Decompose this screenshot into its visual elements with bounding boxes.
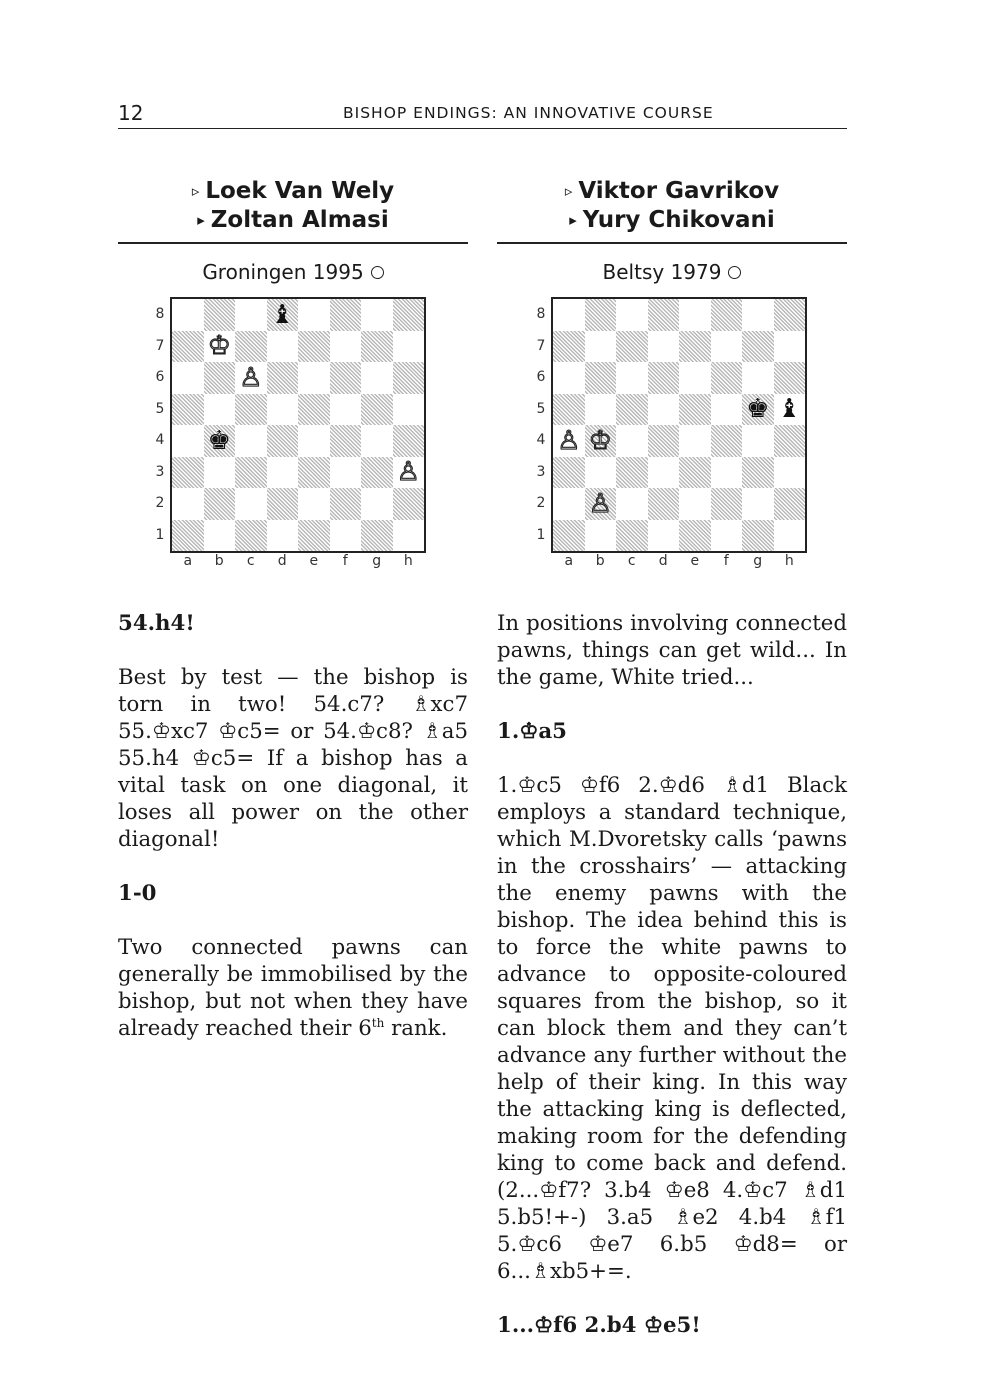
square-a4 xyxy=(553,425,585,457)
rank-label: 4 xyxy=(536,432,546,448)
black-player-marker: ▸ xyxy=(197,211,205,229)
square-c6 xyxy=(235,362,267,394)
rank-label: 5 xyxy=(536,400,546,417)
file-label: f xyxy=(342,553,348,569)
rank-label: 2 xyxy=(155,495,165,511)
square-h8 xyxy=(774,299,806,331)
square-b3 xyxy=(204,457,236,489)
square-e4 xyxy=(679,425,711,457)
white-pawn-icon: ♙ xyxy=(396,457,420,488)
square-e4 xyxy=(298,425,330,457)
square-d2 xyxy=(648,488,680,520)
superscript: th xyxy=(371,1015,385,1030)
square-e1 xyxy=(298,520,330,552)
paragraph-text: Two connected pawns can generally be immobilised by the bishop, but not when they have already reached their 6 xyxy=(118,935,468,1041)
square-a6 xyxy=(172,362,204,394)
file-label: d xyxy=(277,553,287,569)
square-f4 xyxy=(711,425,743,457)
file-label: b xyxy=(214,553,224,569)
file-label: f xyxy=(723,553,729,569)
running-title: BISHOP ENDINGS: AN INNOVATIVE COURSE xyxy=(343,104,714,122)
square-c7 xyxy=(616,331,648,363)
square-c1 xyxy=(616,520,648,552)
square-e2 xyxy=(679,488,711,520)
paragraph-text-end: rank. xyxy=(384,1016,448,1041)
white-player-name: Viktor Gavrikov xyxy=(578,178,780,204)
square-g4 xyxy=(361,425,393,457)
rank-label: 5 xyxy=(155,400,165,417)
square-d8 xyxy=(648,299,680,331)
square-a6 xyxy=(553,362,585,394)
square-e8 xyxy=(298,299,330,331)
square-a7 xyxy=(172,331,204,363)
annotation-paragraph: Best by test — the bishop is torn in two! 54.c7? ♗xc7 55.♔xc7 ♔c5= or 54.♔c8? ♗a5 55.h4 ♔c5= If a bishop has a vital task on one diagonal, it loses all power on the other diagonal! xyxy=(118,665,468,852)
square-c5 xyxy=(616,394,648,426)
square-h4 xyxy=(393,425,425,457)
square-f6 xyxy=(330,362,362,394)
square-g6 xyxy=(361,362,393,394)
file-label: h xyxy=(403,553,413,569)
square-e5 xyxy=(298,394,330,426)
square-g6 xyxy=(742,362,774,394)
square-e3 xyxy=(298,457,330,489)
square-g2 xyxy=(361,488,393,520)
square-d5 xyxy=(648,394,680,426)
game2-event xyxy=(497,260,847,284)
square-g8 xyxy=(361,299,393,331)
event-name: Beltsy 1979 xyxy=(602,260,722,284)
file-label: c xyxy=(627,553,636,569)
rank-label: 8 xyxy=(536,306,546,322)
circle-icon xyxy=(371,266,384,279)
square-b8 xyxy=(585,299,617,331)
square-g1 xyxy=(361,520,393,552)
game2-players-rule xyxy=(497,242,847,244)
square-h1 xyxy=(774,520,806,552)
square-f3 xyxy=(330,457,362,489)
move-line: 1.♔a5 xyxy=(497,719,567,744)
square-g5 xyxy=(361,394,393,426)
game1-board xyxy=(170,297,426,553)
square-d2 xyxy=(267,488,299,520)
file-label: c xyxy=(246,553,255,569)
file-label: g xyxy=(753,553,763,569)
square-a2 xyxy=(172,488,204,520)
square-b4 xyxy=(204,425,236,457)
square-b6 xyxy=(204,362,236,394)
black-bishop-icon: ♝ xyxy=(777,394,801,425)
square-h6 xyxy=(774,362,806,394)
square-a2 xyxy=(553,488,585,520)
square-f7 xyxy=(711,331,743,363)
square-g1 xyxy=(742,520,774,552)
white-pawn-icon: ♙ xyxy=(588,488,612,519)
square-b7 xyxy=(204,331,236,363)
square-c8 xyxy=(235,299,267,331)
square-e5 xyxy=(679,394,711,426)
square-h2 xyxy=(774,488,806,520)
square-h1 xyxy=(393,520,425,552)
square-h6 xyxy=(393,362,425,394)
square-f1 xyxy=(711,520,743,552)
square-b2 xyxy=(585,488,617,520)
square-f2 xyxy=(711,488,743,520)
square-f4 xyxy=(330,425,362,457)
square-d8 xyxy=(267,299,299,331)
square-d7 xyxy=(648,331,680,363)
square-a3 xyxy=(172,457,204,489)
file-label: e xyxy=(309,553,319,569)
square-b6 xyxy=(585,362,617,394)
annotation-paragraph: 1.♔c5 ♔f6 2.♔d6 ♗d1 Black employs a standard technique, which M.Dvoretsky calls ‘pawns in the crosshairs’ — attacking the enemy pawns with the bishop. The idea behind this is to force the white pawns to advance to opposite-coloured squares from the bishop, so it can block them and they can’t advance any further without the help of their king. In this way the attacking king is deflected, making room for the defending king to come back and defend. (2...♔f7? 3.b4 ♔e8 4.♔c7 ♗d1 5.b5!+-) 3.a5 ♗e2 4.b4 ♗f1 5.♔c6 ♔e7 6.b5 ♔d8= or 6...♗xb5+=. xyxy=(497,773,847,1284)
black-bishop-icon: ♝ xyxy=(270,299,294,330)
square-d7 xyxy=(267,331,299,363)
square-h4 xyxy=(774,425,806,457)
square-b4 xyxy=(585,425,617,457)
annotation-paragraph xyxy=(118,934,468,1042)
square-h3 xyxy=(774,457,806,489)
white-king-icon: ♔ xyxy=(588,425,612,456)
square-a1 xyxy=(553,520,585,552)
file-label: a xyxy=(183,553,193,569)
square-c4 xyxy=(235,425,267,457)
rank-label: 8 xyxy=(155,306,165,322)
annotation-paragraph: In positions involving connected pawns, things can get wild... In the game, White tried... xyxy=(497,611,847,690)
file-label: e xyxy=(690,553,700,569)
square-f3 xyxy=(711,457,743,489)
file-label: a xyxy=(564,553,574,569)
square-b7 xyxy=(585,331,617,363)
rank-label: 2 xyxy=(536,495,546,511)
game2-board xyxy=(551,297,807,553)
black-king-icon: ♚ xyxy=(207,425,231,456)
square-a1 xyxy=(172,520,204,552)
white-king-icon: ♔ xyxy=(207,331,231,362)
black-player-name: Zoltan Almasi xyxy=(210,207,389,233)
square-b1 xyxy=(585,520,617,552)
square-c1 xyxy=(235,520,267,552)
square-a5 xyxy=(553,394,585,426)
square-b2 xyxy=(204,488,236,520)
square-d5 xyxy=(267,394,299,426)
square-a5 xyxy=(172,394,204,426)
square-a8 xyxy=(172,299,204,331)
game1-event xyxy=(118,260,468,284)
square-h8 xyxy=(393,299,425,331)
game-result: 1-0 xyxy=(118,881,157,906)
square-f8 xyxy=(330,299,362,331)
square-a4 xyxy=(172,425,204,457)
square-b1 xyxy=(204,520,236,552)
game2-players xyxy=(497,178,847,236)
square-e2 xyxy=(298,488,330,520)
file-label: d xyxy=(658,553,668,569)
black-king-icon: ♚ xyxy=(746,394,770,425)
square-c6 xyxy=(616,362,648,394)
square-b5 xyxy=(204,394,236,426)
rank-label: 1 xyxy=(536,526,546,543)
square-d4 xyxy=(648,425,680,457)
square-g3 xyxy=(361,457,393,489)
square-f2 xyxy=(330,488,362,520)
rank-label: 7 xyxy=(536,337,546,354)
rank-label: 7 xyxy=(155,337,165,354)
square-e6 xyxy=(298,362,330,394)
square-a7 xyxy=(553,331,585,363)
square-f5 xyxy=(711,394,743,426)
square-c7 xyxy=(235,331,267,363)
square-g7 xyxy=(742,331,774,363)
square-b5 xyxy=(585,394,617,426)
square-c4 xyxy=(616,425,648,457)
square-e1 xyxy=(679,520,711,552)
square-g2 xyxy=(742,488,774,520)
square-e7 xyxy=(298,331,330,363)
square-f6 xyxy=(711,362,743,394)
square-d3 xyxy=(267,457,299,489)
rank-label: 3 xyxy=(155,463,165,480)
square-d3 xyxy=(648,457,680,489)
square-c2 xyxy=(616,488,648,520)
square-g4 xyxy=(742,425,774,457)
square-g3 xyxy=(742,457,774,489)
square-e8 xyxy=(679,299,711,331)
square-f8 xyxy=(711,299,743,331)
square-h2 xyxy=(393,488,425,520)
square-h7 xyxy=(774,331,806,363)
move-line: 54.h4! xyxy=(118,611,195,636)
rank-label: 6 xyxy=(536,369,546,385)
square-d1 xyxy=(648,520,680,552)
file-label: b xyxy=(595,553,605,569)
rank-label: 3 xyxy=(536,463,546,480)
square-f7 xyxy=(330,331,362,363)
white-pawn-icon: ♙ xyxy=(239,362,263,393)
square-h5 xyxy=(774,394,806,426)
event-name: Groningen 1995 xyxy=(202,260,364,284)
black-player-marker: ▸ xyxy=(569,211,577,229)
square-h7 xyxy=(393,331,425,363)
square-e6 xyxy=(679,362,711,394)
white-to-move-marker: ▹ xyxy=(564,182,573,200)
file-label: h xyxy=(784,553,794,569)
square-h3 xyxy=(393,457,425,489)
rank-label: 4 xyxy=(155,432,165,448)
square-b8 xyxy=(204,299,236,331)
square-a3 xyxy=(553,457,585,489)
square-c3 xyxy=(616,457,648,489)
rank-label: 1 xyxy=(155,526,165,543)
right-column xyxy=(497,610,847,1366)
game1-players-rule xyxy=(118,242,468,244)
square-d4 xyxy=(267,425,299,457)
square-b3 xyxy=(585,457,617,489)
white-to-move-marker: ▹ xyxy=(191,182,200,200)
square-c3 xyxy=(235,457,267,489)
square-a8 xyxy=(553,299,585,331)
black-player-name: Yury Chikovani xyxy=(582,207,775,233)
page-number: 12 xyxy=(118,101,144,125)
file-label: g xyxy=(372,553,382,569)
left-column xyxy=(118,610,468,1069)
game1-players xyxy=(118,178,468,236)
circle-icon xyxy=(728,266,741,279)
square-c2 xyxy=(235,488,267,520)
square-d6 xyxy=(267,362,299,394)
square-g7 xyxy=(361,331,393,363)
square-f1 xyxy=(330,520,362,552)
square-f5 xyxy=(330,394,362,426)
move-line: 1...♔f6 2.b4 ♔e5! xyxy=(497,1313,701,1338)
square-d1 xyxy=(267,520,299,552)
header-rule xyxy=(118,128,847,129)
rank-label: 6 xyxy=(155,369,165,385)
square-g5 xyxy=(742,394,774,426)
square-h5 xyxy=(393,394,425,426)
square-d6 xyxy=(648,362,680,394)
square-c8 xyxy=(616,299,648,331)
square-e3 xyxy=(679,457,711,489)
square-g8 xyxy=(742,299,774,331)
white-pawn-icon: ♙ xyxy=(557,425,581,456)
white-player-name: Loek Van Wely xyxy=(205,178,395,204)
square-c5 xyxy=(235,394,267,426)
square-e7 xyxy=(679,331,711,363)
